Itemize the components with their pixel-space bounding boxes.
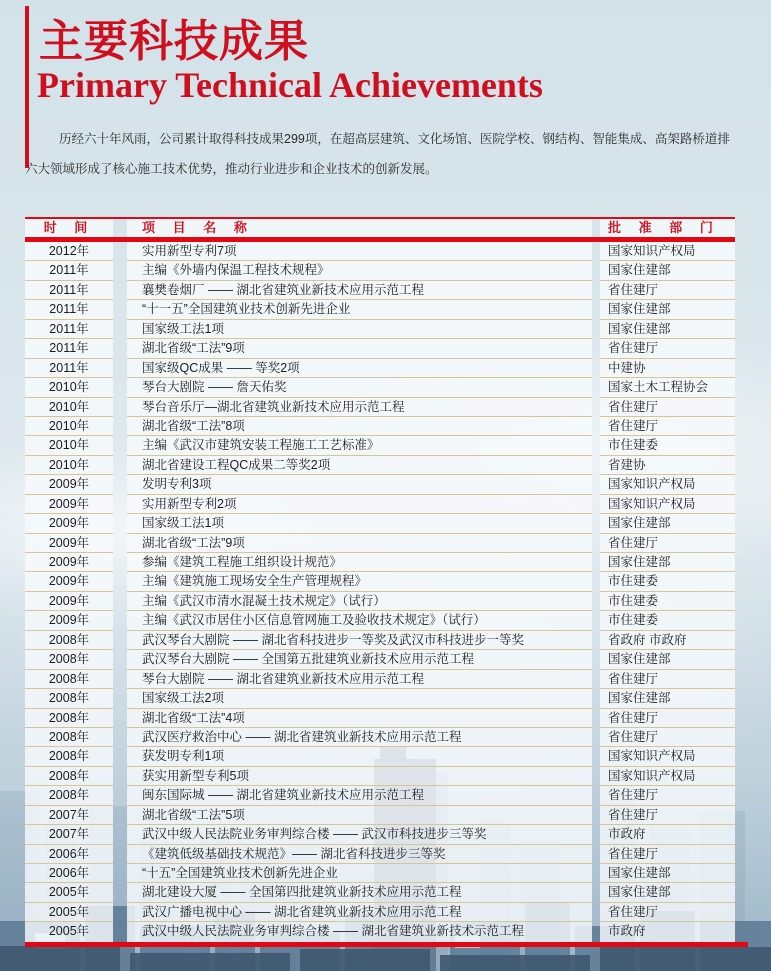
row-year: 2005年 — [25, 922, 113, 941]
table-row — [25, 378, 735, 397]
table-row — [25, 572, 735, 591]
page-title: 主要科技成果 — [39, 17, 309, 66]
column-gap — [113, 378, 127, 397]
table-row — [25, 475, 735, 494]
row-year: 2008年 — [25, 631, 113, 650]
row-project: 武汉琴台大剧院 —— 湖北省科技进步一等奖及武汉市科技进步一等奖 — [127, 631, 592, 650]
table-row — [25, 806, 735, 825]
table-row — [25, 767, 735, 786]
row-project: “十一五”全国建筑业技术创新先进企业 — [127, 300, 592, 319]
table-row — [25, 456, 735, 475]
column-gap — [592, 398, 600, 417]
row-year: 2008年 — [25, 728, 113, 747]
column-gap — [113, 219, 127, 237]
row-department: 省住建厅 — [600, 417, 735, 436]
row-department: 市住建委 — [600, 611, 735, 630]
row-department: 省住建厅 — [600, 670, 735, 689]
row-department: 国家住建部 — [600, 650, 735, 669]
row-project: 获实用新型专利5项 — [127, 767, 592, 786]
row-project: 闽东国际城 —— 湖北省建筑业新技术应用示范工程 — [127, 786, 592, 805]
column-gap — [113, 495, 127, 514]
column-gap — [113, 747, 127, 766]
page-subtitle: Primary Technical Achievements — [37, 65, 543, 105]
column-gap — [113, 534, 127, 553]
row-department: 省政府 市政府 — [600, 631, 735, 650]
row-year: 2005年 — [25, 903, 113, 922]
row-year: 2006年 — [25, 845, 113, 864]
column-gap — [113, 592, 127, 611]
row-year: 2009年 — [25, 534, 113, 553]
row-year: 2011年 — [25, 261, 113, 280]
table-row — [25, 320, 735, 339]
row-project: 湖北省级“工法”4项 — [127, 709, 592, 728]
table-row — [25, 553, 735, 572]
row-year: 2010年 — [25, 398, 113, 417]
column-gap — [592, 611, 600, 630]
column-gap — [113, 922, 127, 941]
row-department: 国家知识产权局 — [600, 475, 735, 494]
row-project: 主编《武汉市居住小区信息管网施工及验收技术规定》（试行） — [127, 611, 592, 630]
column-gap — [113, 359, 127, 378]
row-year: 2011年 — [25, 359, 113, 378]
row-project: 国家级工法2项 — [127, 689, 592, 708]
table-row — [25, 903, 735, 922]
table-row — [25, 534, 735, 553]
table-row — [25, 650, 735, 669]
row-project: 主编《武汉市清水混凝土技术规定》（试行） — [127, 592, 592, 611]
row-department: 国家土木工程协会 — [600, 378, 735, 397]
row-project: 实用新型专利2项 — [127, 495, 592, 514]
row-project: 实用新型专利7项 — [127, 242, 592, 261]
row-year: 2008年 — [25, 747, 113, 766]
table-bottom-line — [25, 942, 748, 947]
column-gap — [113, 553, 127, 572]
column-gap — [113, 786, 127, 805]
column-gap — [592, 436, 600, 455]
row-year: 2007年 — [25, 825, 113, 844]
table-row — [25, 670, 735, 689]
achievements-table — [25, 217, 735, 942]
column-gap — [592, 786, 600, 805]
row-department: 国家住建部 — [600, 864, 735, 883]
row-department: 省住建厅 — [600, 786, 735, 805]
table-row — [25, 281, 735, 300]
row-year: 2011年 — [25, 300, 113, 319]
row-year: 2009年 — [25, 475, 113, 494]
column-gap — [592, 300, 600, 319]
row-project: 湖北省级“工法”5项 — [127, 806, 592, 825]
column-gap — [113, 300, 127, 319]
row-project: 《建筑低级基础技术规范》—— 湖北省科技进步三等奖 — [127, 845, 592, 864]
column-gap — [592, 359, 600, 378]
row-department: 国家住建部 — [600, 883, 735, 902]
column-gap — [113, 883, 127, 902]
column-gap — [113, 631, 127, 650]
row-department: 市政府 — [600, 922, 735, 941]
column-gap — [113, 242, 127, 261]
column-gap — [592, 747, 600, 766]
table-row — [25, 436, 735, 455]
row-department: 国家住建部 — [600, 261, 735, 280]
row-year: 2011年 — [25, 281, 113, 300]
row-year: 2011年 — [25, 320, 113, 339]
row-project: 武汉中级人民法院业务审判综合楼 —— 武汉市科技进步三等奖 — [127, 825, 592, 844]
column-gap — [592, 261, 600, 280]
column-gap — [113, 417, 127, 436]
column-gap — [592, 592, 600, 611]
column-gap — [592, 495, 600, 514]
column-gap — [113, 825, 127, 844]
column-gap — [113, 728, 127, 747]
row-project: 国家级工法1项 — [127, 514, 592, 533]
table-row — [25, 922, 735, 941]
row-year: 2008年 — [25, 767, 113, 786]
column-gap — [113, 261, 127, 280]
row-department: 市住建委 — [600, 436, 735, 455]
table-row — [25, 495, 735, 514]
row-project: 琴台大剧院 —— 詹天佑奖 — [127, 378, 592, 397]
table-header — [25, 217, 735, 242]
row-year: 2007年 — [25, 806, 113, 825]
column-gap — [592, 922, 600, 941]
table-row — [25, 417, 735, 436]
row-department: 省住建厅 — [600, 339, 735, 358]
row-department: 国家住建部 — [600, 689, 735, 708]
column-gap — [592, 670, 600, 689]
row-project: 国家级QC成果 —— 等奖2项 — [127, 359, 592, 378]
row-project: 湖北省级“工法”9项 — [127, 339, 592, 358]
row-department: 国家知识产权局 — [600, 242, 735, 261]
table-row — [25, 339, 735, 358]
row-year: 2012年 — [25, 242, 113, 261]
row-year: 2006年 — [25, 864, 113, 883]
header-project: 项 目 名 称 — [127, 219, 592, 237]
row-project: 琴台音乐厅—湖北省建筑业新技术应用示范工程 — [127, 398, 592, 417]
column-gap — [592, 219, 600, 237]
table-row — [25, 747, 735, 766]
row-department: 国家知识产权局 — [600, 747, 735, 766]
row-year: 2009年 — [25, 611, 113, 630]
table-row — [25, 514, 735, 533]
table-row — [25, 631, 735, 650]
column-gap — [592, 514, 600, 533]
row-department: 国家住建部 — [600, 320, 735, 339]
column-gap — [592, 553, 600, 572]
row-year: 2010年 — [25, 436, 113, 455]
row-department: 市住建委 — [600, 572, 735, 591]
row-project: 湖北建设大厦 —— 全国第四批建筑业新技术应用示范工程 — [127, 883, 592, 902]
row-year: 2008年 — [25, 650, 113, 669]
column-gap — [592, 883, 600, 902]
column-gap — [592, 456, 600, 475]
row-project: 湖北省级“工法”8项 — [127, 417, 592, 436]
table-row — [25, 592, 735, 611]
row-year: 2008年 — [25, 689, 113, 708]
table-row — [25, 883, 735, 902]
row-department: 国家住建部 — [600, 300, 735, 319]
row-department: 省住建厅 — [600, 534, 735, 553]
column-gap — [113, 689, 127, 708]
column-gap — [113, 806, 127, 825]
row-year: 2009年 — [25, 592, 113, 611]
column-gap — [592, 320, 600, 339]
column-gap — [113, 670, 127, 689]
header-department: 批 准 部 门 — [600, 219, 735, 237]
column-gap — [592, 475, 600, 494]
row-department: 省住建厅 — [600, 281, 735, 300]
row-project: 襄樊卷烟厂 —— 湖北省建筑业新技术应用示范工程 — [127, 281, 592, 300]
row-department: 国家知识产权局 — [600, 767, 735, 786]
row-year: 2009年 — [25, 572, 113, 591]
row-project: 湖北省建设工程QC成果二等奖2项 — [127, 456, 592, 475]
column-gap — [592, 650, 600, 669]
row-project: “十五”全国建筑业技术创新先进企业 — [127, 864, 592, 883]
header-time: 时 间 — [25, 219, 113, 237]
column-gap — [113, 709, 127, 728]
table-row — [25, 300, 735, 319]
row-department: 省住建厅 — [600, 709, 735, 728]
row-project: 湖北省级“工法”9项 — [127, 534, 592, 553]
row-year: 2009年 — [25, 553, 113, 572]
row-department: 省住建厅 — [600, 806, 735, 825]
column-gap — [113, 864, 127, 883]
column-gap — [113, 339, 127, 358]
table-row — [25, 728, 735, 747]
table-body — [25, 242, 735, 942]
table-row — [25, 261, 735, 280]
row-project: 武汉广播电视中心 —— 湖北省建筑业新技术应用示范工程 — [127, 903, 592, 922]
column-gap — [113, 611, 127, 630]
row-year: 2011年 — [25, 339, 113, 358]
row-year: 2010年 — [25, 456, 113, 475]
row-department: 国家知识产权局 — [600, 495, 735, 514]
row-project: 发明专利3项 — [127, 475, 592, 494]
row-year: 2005年 — [25, 883, 113, 902]
column-gap — [592, 242, 600, 261]
column-gap — [113, 320, 127, 339]
table-row — [25, 709, 735, 728]
table-row — [25, 845, 735, 864]
column-gap — [592, 825, 600, 844]
table-row — [25, 611, 735, 630]
intro-line-2: 六大领域形成了核心施工技术优势，推动行业进步和企业技术的创新发展。 — [25, 162, 438, 176]
table-row — [25, 825, 735, 844]
row-department: 省住建厅 — [600, 845, 735, 864]
row-project: 主编《武汉市建筑安装工程施工工艺标准》 — [127, 436, 592, 455]
column-gap — [592, 767, 600, 786]
row-department: 中建协 — [600, 359, 735, 378]
column-gap — [113, 767, 127, 786]
row-department: 市政府 — [600, 825, 735, 844]
table-row — [25, 689, 735, 708]
column-gap — [113, 456, 127, 475]
row-year: 2009年 — [25, 495, 113, 514]
row-project: 琴台大剧院 —— 湖北省建筑业新技术应用示范工程 — [127, 670, 592, 689]
row-year: 2010年 — [25, 417, 113, 436]
row-year: 2008年 — [25, 786, 113, 805]
row-project: 武汉中级人民法院业务审判综合楼 —— 湖北省建筑业新技术示范工程 — [127, 922, 592, 941]
column-gap — [592, 709, 600, 728]
column-gap — [113, 398, 127, 417]
row-year: 2008年 — [25, 709, 113, 728]
row-project: 武汉琴台大剧院 —— 全国第五批建筑业新技术应用示范工程 — [127, 650, 592, 669]
row-project: 主编《外墙内保温工程技术规程》 — [127, 261, 592, 280]
table-row — [25, 398, 735, 417]
table-row — [25, 864, 735, 883]
row-year: 2009年 — [25, 514, 113, 533]
row-project: 获发明专利1项 — [127, 747, 592, 766]
table-row — [25, 242, 735, 261]
column-gap — [113, 903, 127, 922]
intro-line-1: 历经六十年风雨，公司累计取得科技成果299项，在超高层建筑、文化场馆、医院学校、钢结构、智能集成、高架路桥道排 — [59, 132, 730, 146]
row-project: 国家级工法1项 — [127, 320, 592, 339]
column-gap — [113, 845, 127, 864]
column-gap — [592, 689, 600, 708]
column-gap — [592, 845, 600, 864]
column-gap — [592, 417, 600, 436]
row-department: 省住建厅 — [600, 903, 735, 922]
column-gap — [113, 436, 127, 455]
intro-paragraph — [25, 124, 770, 184]
column-gap — [113, 514, 127, 533]
column-gap — [592, 806, 600, 825]
column-gap — [592, 572, 600, 591]
row-year: 2010年 — [25, 378, 113, 397]
row-project: 武汉医疗救治中心 —— 湖北省建筑业新技术应用示范工程 — [127, 728, 592, 747]
row-department: 国家住建部 — [600, 514, 735, 533]
row-project: 参编《建筑工程施工组织设计规范》 — [127, 553, 592, 572]
column-gap — [592, 378, 600, 397]
column-gap — [113, 281, 127, 300]
column-gap — [592, 864, 600, 883]
row-department: 国家住建部 — [600, 553, 735, 572]
row-department: 省建协 — [600, 456, 735, 475]
column-gap — [592, 728, 600, 747]
table-row — [25, 786, 735, 805]
column-gap — [113, 475, 127, 494]
row-department: 省住建厅 — [600, 398, 735, 417]
column-gap — [592, 631, 600, 650]
column-gap — [592, 534, 600, 553]
row-department: 省住建厅 — [600, 728, 735, 747]
column-gap — [592, 339, 600, 358]
row-project: 主编《建筑施工现场安全生产管理规程》 — [127, 572, 592, 591]
column-gap — [592, 281, 600, 300]
column-gap — [113, 650, 127, 669]
row-department: 市住建委 — [600, 592, 735, 611]
row-year: 2008年 — [25, 670, 113, 689]
column-gap — [113, 572, 127, 591]
table-row — [25, 359, 735, 378]
column-gap — [592, 903, 600, 922]
